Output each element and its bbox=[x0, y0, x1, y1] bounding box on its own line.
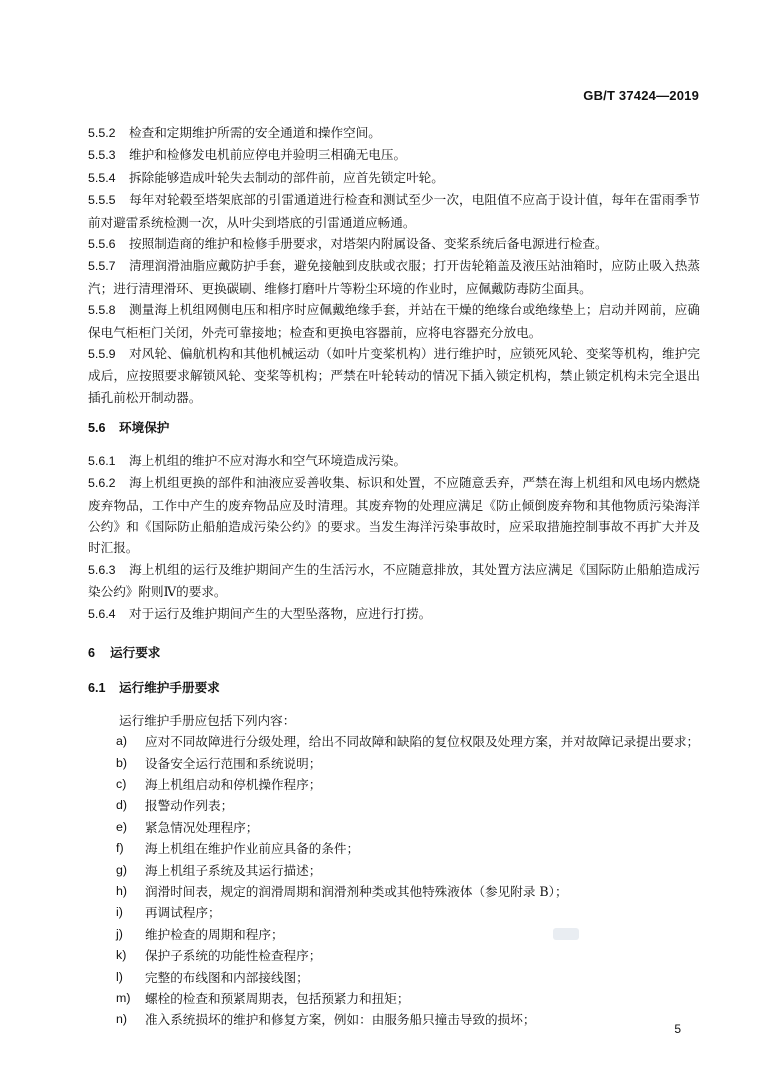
list-item bbox=[88, 881, 700, 902]
requirement-list bbox=[88, 731, 700, 1031]
section-heading-5-6 bbox=[88, 418, 700, 439]
clause-number: 5.5.3 bbox=[88, 148, 116, 163]
list-item bbox=[88, 924, 700, 945]
clause-item bbox=[88, 255, 700, 299]
clause-text: 海上机组更换的部件和油液应妥善收集、标识和处置，不应随意丢弃，严禁在海上机组和风电场内燃烧废弃物品，工作中产生的废弃物品应及时清理。其废弃物的处理应满足《防止倾倒废弃物和其他物质污染海洋公约》和《国际防止船舶造成污染公约》的要求。当发生海洋污染事故时，应采取措施控制事故不再扩大并及时汇报。 bbox=[88, 475, 700, 556]
list-item-text: 再调试程序； bbox=[145, 905, 221, 921]
watermark-logo bbox=[553, 928, 579, 940]
section-heading-6-1 bbox=[88, 678, 700, 699]
clause-number: 5.5.7 bbox=[88, 259, 116, 274]
list-marker: m) bbox=[116, 991, 131, 1006]
list-item-text: 螺栓的检查和预紧周期表，包括预紧力和扭矩； bbox=[145, 991, 410, 1007]
clause-item bbox=[88, 343, 700, 408]
list-item-text: 保护子系统的功能性检查程序； bbox=[145, 948, 322, 964]
list-item-text: 准入系统损坏的维护和修复方案，例如：由服务船只撞击导致的损坏； bbox=[145, 1012, 536, 1028]
clause-item bbox=[88, 167, 700, 189]
clause-number: 5.6.4 bbox=[88, 606, 116, 621]
list-marker: d) bbox=[116, 798, 128, 813]
list-marker: b) bbox=[116, 755, 128, 770]
section-5-6-items bbox=[88, 450, 700, 625]
list-marker: i) bbox=[116, 905, 123, 920]
list-intro: 运行维护手册应包括下列内容： bbox=[119, 712, 296, 728]
clause-item bbox=[88, 144, 700, 166]
standard-number-header: GB/T 37424—2019 bbox=[583, 88, 699, 103]
list-item-text: 应对不同故障进行分级处理，给出不同故障和缺陷的复位权限及处理方案，并对故障记录提出要求； bbox=[145, 734, 700, 750]
clause-item bbox=[88, 233, 700, 255]
list-item bbox=[88, 902, 700, 923]
clause-number: 5.6.3 bbox=[88, 562, 116, 577]
list-marker: f) bbox=[116, 841, 124, 856]
section-title: 环境保护 bbox=[119, 421, 170, 436]
list-marker: h) bbox=[116, 884, 128, 898]
clause-number: 5.5.5 bbox=[88, 193, 116, 208]
clause-text: 对于运行及维护期间产生的大型坠落物，应进行打捞。 bbox=[129, 605, 432, 621]
list-marker: e) bbox=[116, 819, 128, 834]
clause-item bbox=[88, 299, 700, 343]
list-marker: k) bbox=[116, 948, 127, 963]
list-item bbox=[88, 967, 700, 988]
clause-text: 按照制造商的维护和检修手册要求，对塔架内附属设备、变桨系统后备电源进行检查。 bbox=[129, 236, 608, 252]
list-item-text: 海上机组子系统及其运行描述； bbox=[145, 862, 322, 878]
list-item bbox=[88, 731, 700, 752]
clause-item bbox=[88, 603, 700, 625]
clause-text: 拆除能够造成叶轮失去制动的部件前，应首先锁定叶轮。 bbox=[129, 169, 444, 185]
section-5-5-items bbox=[88, 122, 700, 408]
clause-text: 对风轮、偏航机构和其他机械运动（如叶片变桨机构）进行维护时，应锁死风轮、变桨等机构，维护完成后，应按照要求解锁风轮、变桨等机构；严禁在叶轮转动的情况下插入锁定机构，禁止锁定机构未完全退出插孔前松开制动器。 bbox=[88, 346, 700, 405]
list-item-text: 紧急情况处理程序； bbox=[145, 819, 259, 835]
clause-item bbox=[88, 122, 700, 144]
section-number: 6.1 bbox=[88, 681, 106, 696]
list-marker: c) bbox=[116, 776, 127, 791]
clause-number: 5.5.8 bbox=[88, 303, 116, 318]
clause-number: 5.5.6 bbox=[88, 237, 116, 252]
list-item-text: 设备安全运行范围和系统说明； bbox=[145, 755, 322, 771]
clause-text: 每年对轮毂至塔架底部的引雷通道进行检查和测试至少一次，电阻值不应高于设计值，每年在雷雨季节前对避雷系统检测一次，从叶尖到塔底的引雷通道应畅通。 bbox=[88, 192, 700, 230]
list-marker: a) bbox=[116, 734, 128, 749]
list-marker: n) bbox=[116, 1012, 128, 1027]
list-marker: l) bbox=[116, 969, 123, 984]
page-content bbox=[88, 122, 700, 1031]
clause-number: 5.5.4 bbox=[88, 170, 116, 185]
list-item-text: 维护检查的周期和程序； bbox=[145, 926, 284, 942]
clause-item bbox=[88, 559, 700, 603]
clause-number: 5.6.1 bbox=[88, 453, 116, 468]
list-marker: g) bbox=[116, 862, 128, 877]
list-item bbox=[88, 988, 700, 1009]
list-marker: j) bbox=[116, 926, 123, 941]
list-item bbox=[88, 753, 700, 774]
clause-item bbox=[88, 472, 700, 559]
chapter-heading-6 bbox=[88, 643, 700, 664]
list-item bbox=[88, 945, 700, 966]
section-title: 运行维护手册要求 bbox=[119, 681, 220, 696]
list-item-text: 海上机组在维护作业前应具备的条件； bbox=[145, 841, 360, 857]
clause-text: 检查和定期维护所需的安全通道和操作空间。 bbox=[129, 125, 381, 140]
clause-number: 5.6.2 bbox=[88, 476, 116, 491]
list-item bbox=[88, 774, 700, 795]
chapter-number: 6 bbox=[88, 645, 96, 660]
list-item bbox=[88, 795, 700, 816]
clause-item bbox=[88, 450, 700, 472]
clause-number: 5.5.9 bbox=[88, 347, 116, 362]
chapter-title: 运行要求 bbox=[110, 645, 161, 660]
list-item bbox=[88, 1009, 700, 1030]
clause-text: 测量海上机组网侧电压和相序时应佩戴绝缘手套，并站在干燥的绝缘台或绝缘垫上；启动并网前，应确保电气柜柜门关闭，外壳可靠接地；检查和更换电容器前，应将电容器充分放电。 bbox=[88, 302, 700, 340]
page-number: 5 bbox=[674, 1022, 681, 1036]
list-item-text: 润滑时间表，规定的润滑周期和润滑剂种类或其他特殊液体（参见附录 B）； bbox=[145, 884, 568, 899]
list-item bbox=[88, 817, 700, 838]
clause-item bbox=[88, 189, 700, 233]
list-item bbox=[88, 860, 700, 881]
list-item-text: 完整的布线图和内部接线图； bbox=[145, 969, 309, 985]
section-number: 5.6 bbox=[88, 421, 106, 436]
clause-text: 清理润滑油脂应戴防护手套，避免接触到皮肤或衣服；打开齿轮箱盖及液压站油箱时，应防止吸入热蒸汽；进行清理滑环、更换碳刷、维修打磨叶片等粉尘环境的作业时，应佩戴防毒防尘面具。 bbox=[88, 258, 700, 296]
clause-text: 维护和检修发电机前应停电并验明三相确无电压。 bbox=[129, 147, 407, 163]
list-item-text: 报警动作列表； bbox=[145, 798, 234, 814]
clause-text: 海上机组的运行及维护期间产生的生活污水，不应随意排放，其处置方法应满足《国际防止船舶造成污染公约》附则Ⅳ的要求。 bbox=[88, 561, 700, 600]
clause-number: 5.5.2 bbox=[88, 126, 116, 140]
list-item-text: 海上机组启动和停机操作程序； bbox=[145, 776, 322, 792]
list-item bbox=[88, 838, 700, 859]
clause-text: 海上机组的维护不应对海水和空气环境造成污染。 bbox=[129, 452, 407, 468]
